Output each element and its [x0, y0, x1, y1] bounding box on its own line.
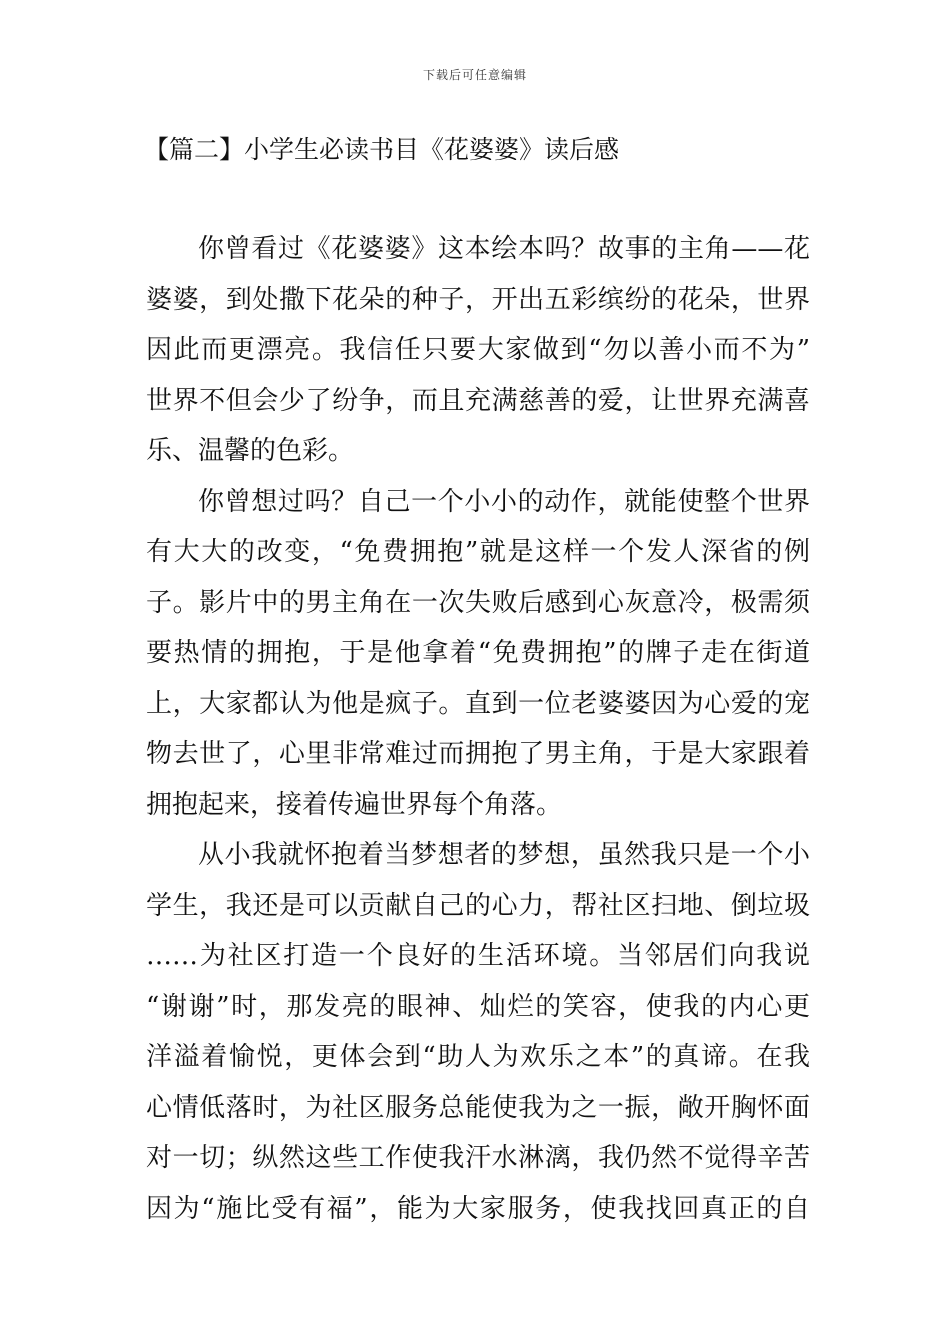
document-body [146, 224, 810, 1234]
text-line: 从小我就怀抱着当梦想者的梦想，虽然我只是一个小 [198, 840, 810, 870]
text-line: 上，大家都认为他是疯子。直到一位老婆婆因为心爱的宠 [146, 688, 810, 719]
text-line: 心情低落时，为社区服务总能使我为之一振，敞开胸怀面 [146, 1092, 810, 1123]
text-line: 学生，我还是可以贡献自己的心力，帮社区扫地、倒垃圾 [146, 890, 810, 921]
text-line: 婆婆，到处撒下花朵的种子，开出五彩缤纷的花朵，世界 [146, 284, 810, 315]
text-line: 你曾想过吗？自己一个小小的动作，就能使整个世界 [198, 486, 810, 517]
paragraph-2 [146, 477, 810, 831]
text-line: 要热情的拥抱，于是他拿着“免费拥抱”的牌子走在街道 [146, 638, 810, 668]
page-header: 下载后可任意编辑 [422, 68, 527, 82]
text-line: ……为社区打造一个良好的生活环境。当邻居们向我说 [146, 941, 810, 971]
text-line: 物去世了，心里非常难过而拥抱了男主角，于是大家跟着 [146, 739, 810, 769]
document-title: 【篇二】小学生必读书目《花婆婆》读后感 [144, 135, 620, 164]
paragraph-3 [146, 830, 810, 1234]
text-line: 你曾看过《花婆婆》这本绘本吗？故事的主角——花 [198, 234, 810, 264]
text-line: 拥抱起来，接着传遍世界每个角落。 [146, 789, 563, 820]
text-line: 因此而更漂亮。我信任只要大家做到“勿以善小而不为” [146, 335, 810, 365]
text-line: 子。影片中的男主角在一次失败后感到心灰意冷，极需须 [146, 587, 810, 618]
text-line: 洋溢着愉悦，更体会到“助人为欢乐之本”的真谛。在我 [146, 1042, 810, 1072]
text-line: 有大大的改变，“免费拥抱”就是这样一个发人深省的例 [146, 537, 810, 567]
text-line: 对一切；纵然这些工作使我汗水淋漓，我仍然不觉得辛苦 [146, 1143, 810, 1173]
text-line: 乐、温馨的色彩。 [146, 436, 355, 466]
paragraph-1 [146, 224, 810, 477]
text-line: “谢谢”时，那发亮的眼神、灿烂的笑容，使我的内心更 [146, 991, 810, 1022]
text-line: 世界不但会少了纷争，而且充满慈善的爱，让世界充满喜 [146, 385, 810, 416]
text-line: 因为“施比受有福”，能为大家服务，使我找回真正的自 [146, 1193, 810, 1224]
